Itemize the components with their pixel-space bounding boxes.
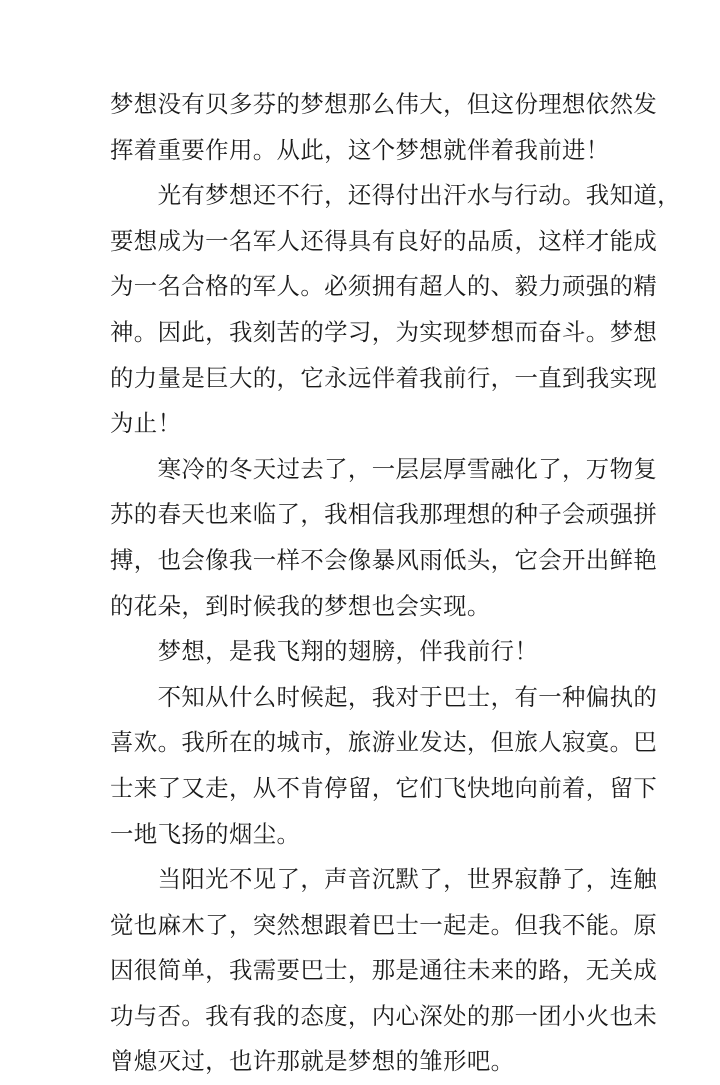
- text-line: 挥着重要作用。从此，这个梦想就伴着我前进！: [110, 135, 610, 164]
- text-line: 士来了又走，从不肯停留，它们飞快地向前着，留下: [110, 773, 658, 802]
- text-line: 光有梦想还不行，还得付出汗水与行动。我知道，: [110, 181, 681, 210]
- text-line: 因很简单，我需要巴士，那是通往未来的路，无关成: [110, 956, 658, 985]
- text-line: 觉也麻木了，突然想跟着巴士一起走。但我不能。原: [110, 910, 658, 939]
- text-line: 功与否。我有我的态度，内心深处的那一团小火也未: [110, 1001, 658, 1030]
- text-line: 为一名合格的军人。必须拥有超人的、毅力顽强的精: [110, 272, 658, 301]
- text-line: 的力量是巨大的，它永远伴着我前行，一直到我实现: [110, 363, 658, 392]
- text-line: 苏的春天也来临了，我相信我那理想的种子会顽强拼: [110, 500, 658, 529]
- text-line: 寒冷的冬天过去了，一层层厚雪融化了，万物复: [110, 454, 658, 483]
- text-line: 喜欢。我所在的城市，旅游业发达，但旅人寂寞。巴: [110, 728, 658, 757]
- text-line: 要想成为一名军人还得具有良好的品质，这样才能成: [110, 226, 658, 255]
- essay-text: [110, 82, 681, 1085]
- text-line: 为止！: [110, 409, 182, 438]
- text-line: 神。因此，我刻苦的学习，为实现梦想而奋斗。梦想: [110, 317, 658, 346]
- text-line: 不知从什么时候起，我对于巴士，有一种偏执的: [110, 682, 658, 711]
- text-line: 当阳光不见了，声音沉默了，世界寂静了，连触: [110, 865, 658, 894]
- text-line: 曾熄灭过，也许那就是梦想的雏形吧。: [110, 1047, 515, 1076]
- text-line: 梦想没有贝多芬的梦想那么伟大，但这份理想依然发: [110, 90, 658, 118]
- text-line: 搏，也会像我一样不会像暴风雨低头，它会开出鲜艳: [110, 545, 658, 574]
- text-line: 的花朵，到时候我的梦想也会实现。: [110, 591, 491, 620]
- text-line: 一地飞扬的烟尘。: [110, 819, 301, 848]
- text-line: 梦想，是我飞翔的翅膀，伴我前行！: [110, 637, 539, 666]
